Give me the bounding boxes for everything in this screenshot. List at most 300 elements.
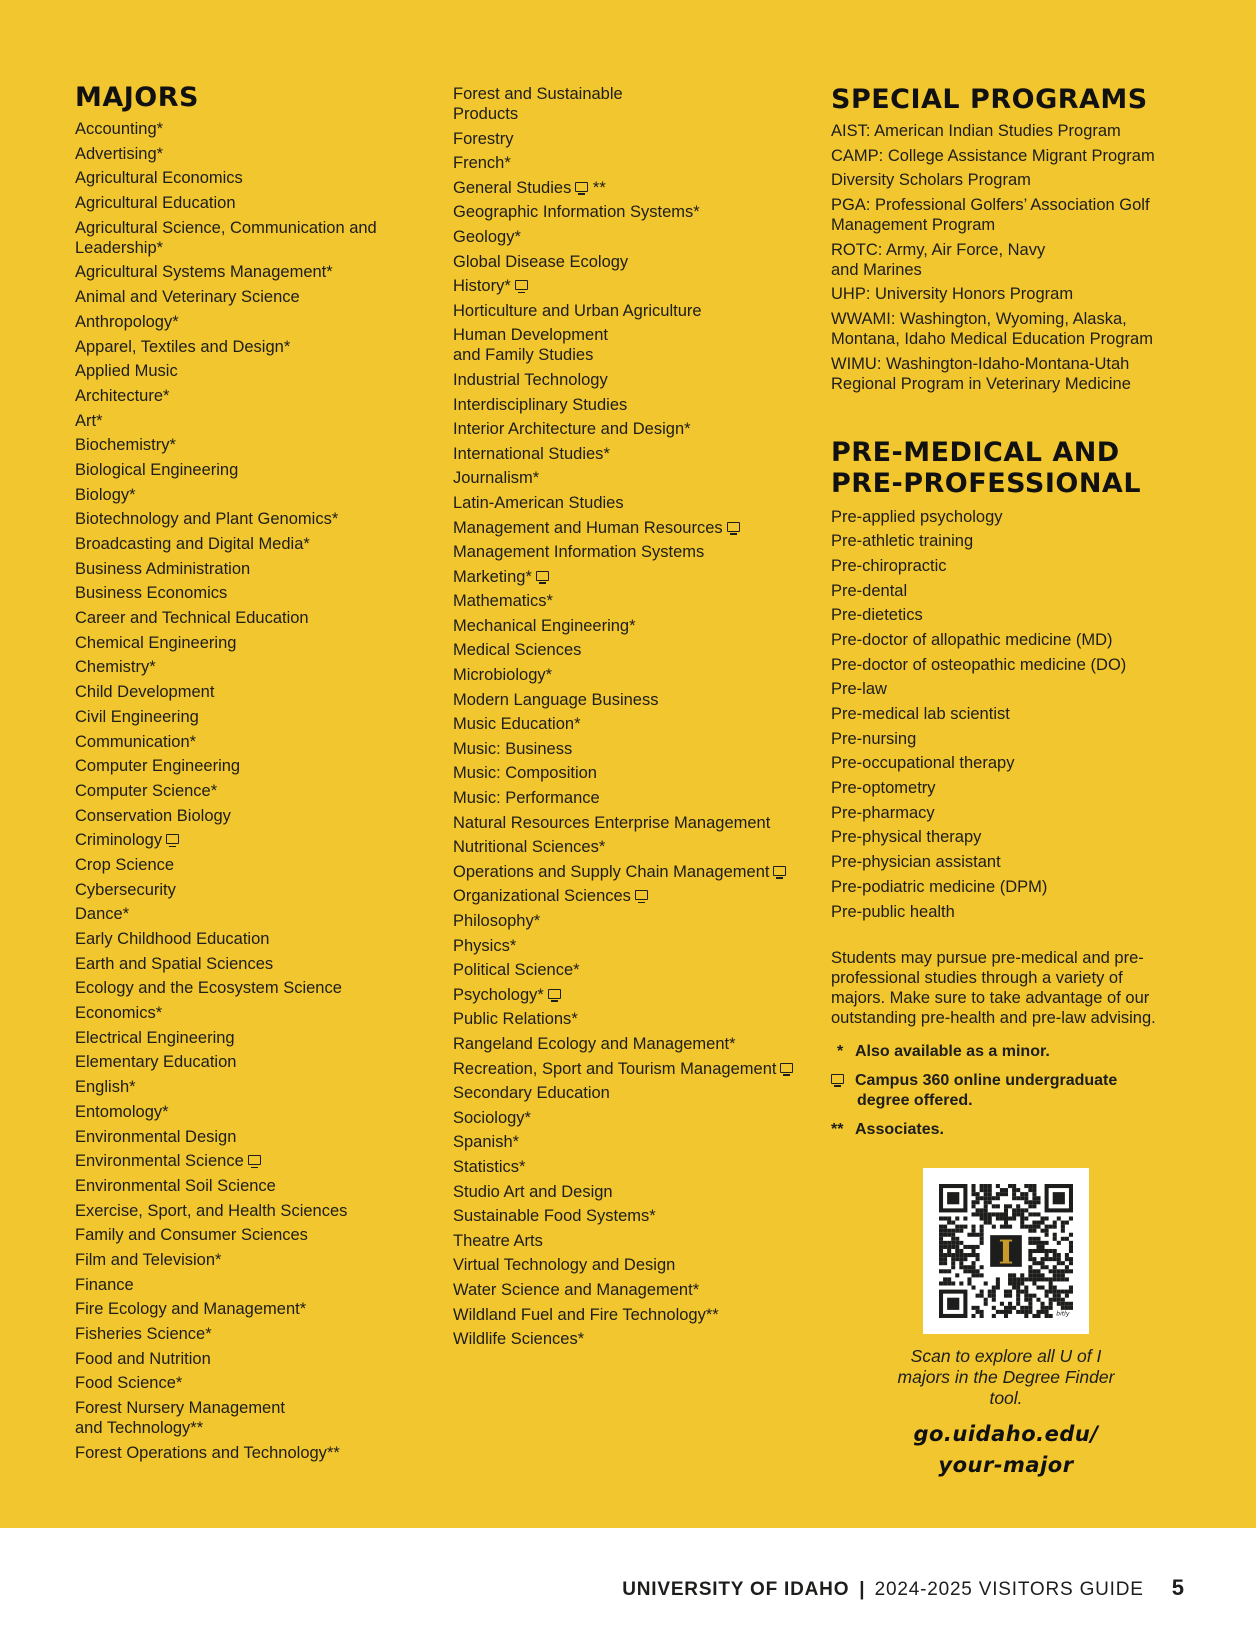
- major-label: Geographic Information Systems: [453, 203, 694, 222]
- major-label: Modern Language Business: [453, 690, 659, 709]
- major-item-management-and-human-resources: [453, 518, 813, 538]
- major-label: Spanish: [453, 1133, 513, 1152]
- major-item-biochemistry: [75, 435, 415, 455]
- legend-minor-symbol: *: [837, 1042, 844, 1060]
- major-label: Latin-American Studies: [453, 493, 624, 512]
- pre-professional-title: [831, 437, 1191, 499]
- major-label: Global Disease Ecology: [453, 252, 629, 271]
- legend-online-text-line2: degree offered.: [857, 1091, 973, 1109]
- major-item-latin-american-studies: [453, 493, 813, 513]
- major-marker: *: [525, 567, 532, 586]
- footer-separator: |: [859, 1579, 865, 1600]
- major-marker: *: [519, 1157, 526, 1176]
- major-label: Water Science and Management: [453, 1280, 693, 1299]
- computer-monitor-icon: [166, 834, 179, 844]
- major-item-chemical-engineering: [75, 633, 415, 653]
- major-item-studio-art-and-design: [453, 1182, 813, 1202]
- major-label: Music: Performance: [453, 789, 600, 808]
- pre-professional-item-pre-chiropractic: Pre-chiropractic: [831, 556, 947, 575]
- major-label: Architecture: [75, 386, 164, 405]
- legend: [831, 1042, 1191, 1140]
- major-label: Mechanical Engineering: [453, 616, 630, 635]
- major-marker: *: [303, 535, 310, 553]
- major-label: Elementary Education: [75, 1053, 237, 1072]
- pre-professional-list: [831, 507, 1191, 922]
- pre-professional-note: Students may pursue pre-medical and pre-professional studies through a variety of majors. Make sure to take advantage of our outstanding pre-health and pre-law advising.: [831, 948, 1156, 1027]
- major-label: Wildlife Sciences: [453, 1330, 578, 1349]
- major-label: Chemistry: [75, 658, 150, 677]
- major-label: Conservation Biology: [75, 806, 231, 825]
- major-label: Virtual Technology and Design: [453, 1256, 676, 1275]
- major-label: Broadcasting and Digital Media: [75, 535, 304, 553]
- major-item-business-economics: [75, 583, 415, 603]
- major-item-agricultural-economics: [75, 168, 415, 188]
- major-item-crop-science: [75, 855, 415, 875]
- major-marker: *: [96, 411, 103, 430]
- major-label: Organizational Sciences: [453, 887, 631, 906]
- major-label: Business Administration: [75, 559, 251, 578]
- major-label: Music Education: [453, 715, 575, 734]
- major-label: Journalism: [453, 469, 533, 488]
- special-program-rotc-army-air-force-navy-and-marines: ROTC: Army, Air Force, Navy and Marines: [831, 240, 1046, 279]
- major-label: Secondary Education: [453, 1084, 610, 1103]
- pre-professional-item-pre-nursing: Pre-nursing: [831, 729, 917, 748]
- major-marker: *: [577, 1330, 585, 1349]
- major-item-food-science: [75, 1373, 415, 1393]
- major-item-earth-and-spatial-sciences: [75, 954, 415, 974]
- major-label: Interdisciplinary Studies: [453, 395, 628, 414]
- computer-monitor-icon: [536, 571, 549, 581]
- major-label: Exercise, Sport, and Health Sciences: [75, 1201, 348, 1220]
- major-item-finance: [75, 1275, 415, 1295]
- major-label: Economics: [75, 1004, 156, 1023]
- major-item-natural-resources-enterprise-management: [453, 813, 813, 833]
- pre-professional-title-line1: PRE-MEDICAL AND: [831, 436, 1120, 468]
- major-label: Nutritional Sciences: [453, 838, 599, 857]
- qr-code[interactable]: [923, 1168, 1089, 1334]
- major-label: Applied Music: [75, 362, 178, 381]
- major-label: English: [75, 1078, 130, 1097]
- major-item-advertising: [75, 144, 415, 164]
- major-item-english: [75, 1077, 415, 1097]
- major-marker: *: [504, 154, 511, 173]
- major-item-computer-engineering: [75, 756, 415, 776]
- major-marker: **: [190, 1419, 204, 1438]
- major-marker: *: [545, 666, 553, 685]
- computer-monitor-icon: [635, 890, 648, 900]
- major-label: Management Information Systems: [453, 543, 705, 562]
- right-column: [831, 84, 1191, 1149]
- major-label: Cybersecurity: [75, 880, 176, 899]
- special-programs-list: [831, 121, 1191, 394]
- major-label: Operations and Supply Chain Management: [453, 862, 770, 881]
- major-label: Horticulture and Urban Agriculture: [453, 301, 702, 320]
- major-item-journalism: [453, 468, 813, 488]
- major-label: Marketing: [453, 567, 526, 586]
- major-item-family-and-consumer-sciences: [75, 1225, 415, 1245]
- qr-center-logo: I: [998, 1233, 1014, 1272]
- major-label: Rangeland Ecology and Management: [453, 1034, 730, 1053]
- major-item-computer-science: [75, 781, 415, 801]
- major-item-wildland-fuel-and-fire-technology: [453, 1305, 813, 1325]
- major-item-applied-music: [75, 361, 415, 381]
- major-item-environmental-science: [75, 1151, 415, 1171]
- major-marker: *: [326, 263, 333, 282]
- major-label: Food Science: [75, 1374, 176, 1393]
- major-item-sociology: [453, 1108, 813, 1128]
- major-item-modern-language-business: [453, 690, 813, 710]
- major-marker: *: [215, 1250, 222, 1269]
- major-item-psychology: [453, 985, 813, 1005]
- major-label: Interior Architecture and Design: [453, 420, 685, 439]
- major-item-chemistry: [75, 657, 415, 677]
- major-marker: *: [163, 386, 170, 405]
- major-label: General Studies: [453, 178, 572, 197]
- pre-professional-item-pre-pharmacy: Pre-pharmacy: [831, 803, 935, 822]
- computer-monitor-icon: [515, 280, 528, 290]
- major-label: Forest Operations and Technology: [75, 1443, 327, 1462]
- pre-professional-item-pre-physical-therapy: Pre-physical therapy: [831, 828, 982, 847]
- major-item-spanish: [453, 1132, 813, 1152]
- major-label: Forest Nursery Management and Technology: [75, 1399, 285, 1438]
- special-program-uhp-university-honors-program: UHP: University Honors Program: [831, 285, 1074, 304]
- major-label: Music: Composition: [453, 764, 597, 783]
- major-label: Computer Science: [75, 781, 211, 800]
- major-marker: *: [504, 277, 511, 296]
- major-item-industrial-technology: [453, 370, 813, 390]
- major-item-forest-operations-and-technology: [75, 1443, 415, 1463]
- major-item-water-science-and-management: [453, 1280, 813, 1300]
- major-label: Microbiology: [453, 666, 546, 685]
- major-label: Computer Engineering: [75, 757, 241, 776]
- major-item-electrical-engineering: [75, 1028, 415, 1048]
- special-program-camp-college-assistance-migrant-program: CAMP: College Assistance Migrant Program: [831, 146, 1155, 165]
- major-marker: *: [573, 961, 580, 980]
- major-item-food-and-nutrition: [75, 1349, 415, 1369]
- qr-caption: Scan to explore all U of I majors in the Degree Finder tool.: [897, 1346, 1115, 1408]
- major-item-public-relations: [453, 1009, 813, 1029]
- major-marker: **: [705, 1305, 719, 1324]
- major-label: Fire Ecology and Management: [75, 1300, 300, 1319]
- computer-monitor-icon: [727, 522, 740, 532]
- majors-title: MAJORS: [75, 82, 199, 113]
- major-item-fisheries-science: [75, 1324, 415, 1344]
- major-item-global-disease-ecology: [453, 252, 813, 272]
- major-label: Forest and Sustainable Products: [453, 85, 623, 123]
- major-item-biology: [75, 485, 415, 505]
- major-label: Studio Art and Design: [453, 1182, 613, 1201]
- special-program-diversity-scholars-program: Diversity Scholars Program: [831, 171, 1031, 190]
- footer: [622, 1576, 1184, 1602]
- pre-professional-item-pre-public-health: Pre-public health: [831, 902, 955, 921]
- major-item-agricultural-science-communication-and-leadership: [75, 218, 415, 258]
- major-label: Biological Engineering: [75, 460, 239, 479]
- major-item-criminology: [75, 830, 415, 850]
- major-item-music-education: [453, 714, 813, 734]
- major-item-human-development-and-family-studies: [453, 325, 813, 365]
- major-label: Agricultural Economics: [75, 169, 243, 188]
- computer-monitor-icon: [575, 182, 588, 192]
- major-label: Civil Engineering: [75, 707, 199, 726]
- major-item-agricultural-education: [75, 193, 415, 213]
- major-marker: *: [205, 1325, 212, 1343]
- major-item-career-and-technical-education: [75, 608, 415, 628]
- legend-associates-text: Associates.: [855, 1120, 944, 1138]
- major-label: Advertising: [75, 144, 157, 163]
- major-label: Apparel, Textiles and Design: [75, 337, 284, 356]
- major-marker: *: [546, 592, 553, 611]
- major-label: Management and Human Resources: [453, 518, 723, 537]
- major-item-child-development: [75, 682, 415, 702]
- major-label: Food and Nutrition: [75, 1349, 211, 1368]
- major-label: Entomology: [75, 1102, 163, 1121]
- major-marker: *: [156, 238, 164, 257]
- major-marker: *: [210, 781, 218, 800]
- major-item-broadcasting-and-digital-media: [75, 534, 415, 554]
- major-marker: *: [156, 120, 164, 138]
- major-label: Agricultural Systems Management: [75, 263, 327, 282]
- major-marker: *: [693, 203, 700, 222]
- major-label: Biochemistry: [75, 436, 170, 455]
- majors-list-mid: [453, 84, 813, 1349]
- major-item-medical-sciences: [453, 640, 813, 660]
- major-item-accounting: [75, 119, 415, 139]
- majors-list-left: [75, 119, 415, 1463]
- major-label: Music: Business: [453, 739, 573, 758]
- major-label: Earth and Spatial Sciences: [75, 954, 274, 973]
- special-program-aist-american-indian-studies-program: AIST: American Indian Studies Program: [831, 122, 1121, 140]
- major-label: Crop Science: [75, 855, 175, 874]
- major-item-political-science: [453, 960, 813, 980]
- major-label: Anthropology: [75, 312, 173, 331]
- major-item-sustainable-food-systems: [453, 1206, 813, 1226]
- computer-monitor-icon: [831, 1071, 855, 1091]
- major-item-architecture: [75, 386, 415, 406]
- major-marker: *: [514, 227, 521, 246]
- major-item-communication: [75, 732, 415, 752]
- pre-professional-item-pre-optometry: Pre-optometry: [831, 779, 936, 798]
- major-item-biological-engineering: [75, 460, 415, 480]
- major-marker: *: [509, 936, 517, 955]
- major-item-cybersecurity: [75, 880, 415, 900]
- major-label: Biotechnology and Plant Genomics: [75, 510, 332, 529]
- pre-professional-item-pre-occupational-therapy: Pre-occupational therapy: [831, 754, 1015, 773]
- major-item-operations-and-supply-chain-management: [453, 862, 813, 882]
- major-marker: *: [512, 1133, 520, 1152]
- major-label: Accounting: [75, 120, 157, 138]
- pre-professional-item-pre-athletic-training: Pre-athletic training: [831, 532, 974, 551]
- major-marker: *: [172, 312, 179, 331]
- major-label: Family and Consumer Sciences: [75, 1226, 308, 1245]
- pre-professional-item-pre-dietetics: Pre-dietetics: [831, 606, 923, 625]
- major-marker: *: [532, 469, 540, 488]
- major-label: Chemical Engineering: [75, 633, 237, 652]
- legend-online-text-line1: Campus 360 online undergraduate: [855, 1071, 1118, 1089]
- major-label: Biology: [75, 485, 130, 504]
- major-label: Agricultural Science, Communication and Leadership: [75, 218, 377, 257]
- major-marker: *: [129, 1078, 136, 1097]
- pre-professional-item-pre-physician-assistant: Pre-physician assistant: [831, 853, 1001, 872]
- major-marker: *: [155, 1004, 163, 1023]
- major-label: Early Childhood Education: [75, 930, 270, 948]
- major-item-general-studies: [453, 178, 813, 198]
- major-label: International Studies: [453, 444, 604, 463]
- major-label: Agricultural Education: [75, 194, 236, 213]
- major-label: Geology: [453, 227, 515, 246]
- major-label: Sociology: [453, 1108, 525, 1127]
- major-marker: *: [149, 658, 156, 677]
- major-label: Fisheries Science: [75, 1325, 206, 1343]
- footer-university: UNIVERSITY OF IDAHO: [622, 1579, 850, 1600]
- major-item-organizational-sciences: [453, 886, 813, 906]
- major-label: Criminology: [75, 831, 163, 850]
- major-item-mechanical-engineering: [453, 616, 813, 636]
- major-label: Environmental Science: [75, 1152, 244, 1171]
- major-marker: *: [574, 715, 581, 734]
- major-item-french: [453, 153, 813, 173]
- major-item-art: [75, 411, 415, 431]
- major-label: Psychology: [453, 985, 538, 1004]
- major-item-agricultural-systems-management: [75, 262, 415, 282]
- major-marker: *: [189, 732, 197, 751]
- major-marker: *: [537, 985, 544, 1004]
- major-item-mathematics: [453, 591, 813, 611]
- major-label: Film and Television: [75, 1250, 216, 1269]
- major-item-wildlife-sciences: [453, 1329, 813, 1349]
- major-item-forest-and-sustainable-products: [453, 84, 813, 124]
- major-marker: *: [533, 912, 541, 930]
- major-marker: *: [692, 1280, 700, 1299]
- special-program-wimu-washington-idaho-montana-utah-regio: WIMU: Washington-Idaho-Montana-Utah Regional Program in Veterinary Medicine: [831, 354, 1131, 393]
- major-label: Child Development: [75, 683, 215, 702]
- major-label: Environmental Design: [75, 1127, 237, 1146]
- major-item-forestry: [453, 129, 813, 149]
- major-item-interior-architecture-and-design: [453, 419, 813, 439]
- major-item-dance: [75, 904, 415, 924]
- major-item-early-childhood-education: [75, 929, 415, 949]
- major-marker: *: [169, 436, 176, 455]
- major-item-nutritional-sciences: [453, 837, 813, 857]
- major-item-virtual-technology-and-design: [453, 1255, 813, 1275]
- major-item-secondary-education: [453, 1083, 813, 1103]
- major-item-exercise-sport-and-health-sciences: [75, 1201, 415, 1221]
- major-item-environmental-design: [75, 1127, 415, 1147]
- legend-associates-symbol: **: [831, 1120, 844, 1138]
- legend-minor: [831, 1042, 1191, 1062]
- major-item-international-studies: [453, 444, 813, 464]
- pre-professional-item-pre-podiatric-medicine-dpm: Pre-podiatric medicine (DPM): [831, 877, 1048, 896]
- major-label: Industrial Technology: [453, 370, 608, 389]
- major-item-management-information-systems: [453, 542, 813, 562]
- major-marker: *: [331, 510, 339, 529]
- major-label: Philosophy: [453, 912, 534, 930]
- url-line1: go.uidaho.edu/: [913, 1422, 1099, 1446]
- special-program-wwami-washington-wyoming-alaska-montana-: WWAMI: Washington, Wyoming, Alaska, Montana, Idaho Medical Education Program: [831, 310, 1153, 349]
- major-label: Theatre Arts: [453, 1231, 543, 1250]
- major-label: Mathematics: [453, 592, 547, 611]
- major-marker: *: [156, 144, 164, 163]
- pre-professional-item-pre-doctor-of-osteopathic-medicine-do: Pre-doctor of osteopathic medicine (DO): [831, 655, 1127, 674]
- special-program-pga-professional-golfers-association-gol: PGA: Professional Golfers’ Association Golf Management Program: [831, 196, 1150, 235]
- major-item-music-performance: [453, 788, 813, 808]
- majors-column-left: [75, 82, 415, 1467]
- major-item-biotechnology-and-plant-genomics: [75, 509, 415, 529]
- major-item-history: [453, 276, 813, 296]
- major-item-geology: [453, 227, 813, 247]
- qr-code-icon: [939, 1184, 1073, 1318]
- major-item-interdisciplinary-studies: [453, 395, 813, 415]
- major-label: Finance: [75, 1275, 134, 1294]
- legend-online: [831, 1071, 1191, 1111]
- major-item-civil-engineering: [75, 707, 415, 727]
- major-marker: *: [649, 1207, 656, 1226]
- url-line2: your-major: [938, 1453, 1074, 1477]
- pre-professional-item-pre-medical-lab-scientist: Pre-medical lab scientist: [831, 705, 1010, 723]
- major-item-forest-nursery-management-and-technology: [75, 1398, 415, 1438]
- major-marker: *: [571, 1010, 578, 1029]
- major-label: Ecology and the Ecosystem Science: [75, 979, 342, 998]
- major-item-geographic-information-systems: [453, 202, 813, 222]
- pre-professional-item-pre-law: Pre-law: [831, 680, 887, 699]
- major-label: Wildland Fuel and Fire Technology: [453, 1305, 706, 1324]
- major-marker: **: [326, 1443, 340, 1462]
- major-item-economics: [75, 1003, 415, 1023]
- major-item-environmental-soil-science: [75, 1176, 415, 1196]
- legend-associates: [831, 1120, 1191, 1140]
- major-label: Sustainable Food Systems: [453, 1207, 650, 1226]
- major-label: Electrical Engineering: [75, 1028, 235, 1047]
- major-label: Dance: [75, 905, 123, 924]
- major-label: Human Development and Family Studies: [453, 326, 608, 365]
- pre-professional-title-line2: PRE-PROFESSIONAL: [831, 467, 1142, 499]
- major-label: Natural Resources Enterprise Management: [453, 813, 771, 832]
- major-item-elementary-education: [75, 1052, 415, 1072]
- major-marker: *: [122, 905, 130, 924]
- computer-monitor-icon: [780, 1063, 793, 1073]
- major-marker: *: [598, 838, 606, 857]
- degree-finder-link[interactable]: [880, 1419, 1132, 1481]
- major-label: Forestry: [453, 129, 514, 148]
- pre-professional-item-pre-doctor-of-allopathic-medicine-md: Pre-doctor of allopathic medicine (MD): [831, 630, 1113, 649]
- major-marker: *: [629, 616, 636, 635]
- major-label: French: [453, 154, 505, 173]
- pre-professional-item-pre-dental: Pre-dental: [831, 581, 908, 600]
- major-after-marker: **: [588, 178, 606, 197]
- major-marker: *: [283, 337, 291, 356]
- major-item-music-business: [453, 739, 813, 759]
- major-item-physics: [453, 936, 813, 956]
- major-item-music-composition: [453, 763, 813, 783]
- major-item-animal-and-veterinary-science: [75, 287, 415, 307]
- major-label: Medical Sciences: [453, 641, 582, 660]
- major-item-recreation-sport-and-tourism-management: [453, 1059, 813, 1079]
- major-item-entomology: [75, 1102, 415, 1122]
- major-label: Public Relations: [453, 1010, 572, 1029]
- major-label: Career and Technical Education: [75, 609, 309, 628]
- major-item-business-administration: [75, 559, 415, 579]
- major-item-apparel-textiles-and-design: [75, 337, 415, 357]
- major-item-horticulture-and-urban-agriculture: [453, 301, 813, 321]
- major-item-philosophy: [453, 911, 813, 931]
- majors-column-mid: [453, 82, 813, 1354]
- major-label: Physics: [453, 936, 510, 955]
- bitly-mark: bitly: [1056, 1310, 1070, 1318]
- major-label: History: [453, 277, 505, 296]
- major-marker: *: [524, 1108, 531, 1127]
- major-marker: *: [684, 420, 691, 439]
- major-marker: *: [603, 444, 610, 463]
- major-item-marketing: [453, 567, 813, 587]
